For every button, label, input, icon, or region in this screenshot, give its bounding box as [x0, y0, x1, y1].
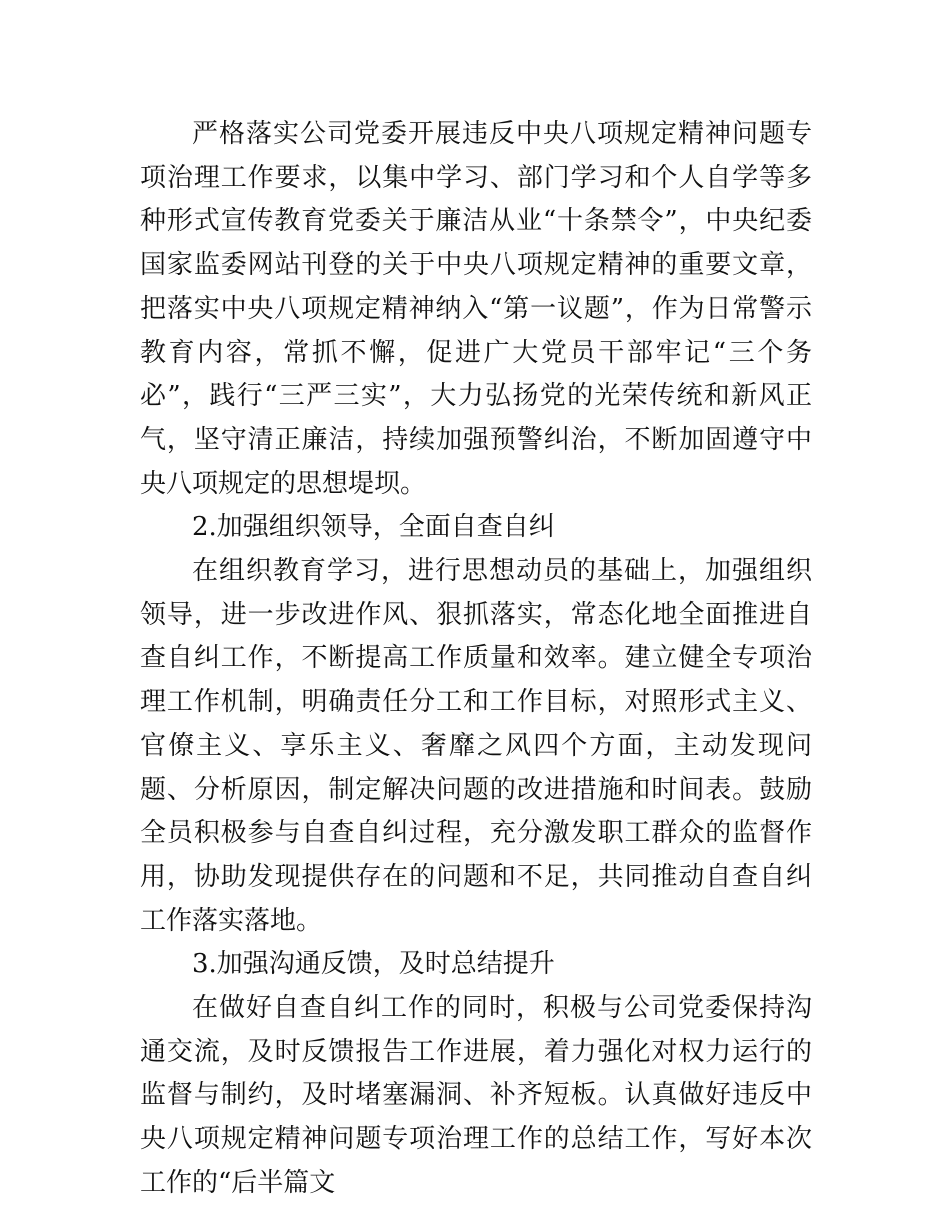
- paragraph-communication-feedback: 在做好自查自纠工作的同时，积极与公司党委保持沟通交流，及时反馈报告工作进展，着力强化对权力运行的监督与制约，及时堵塞漏洞、补齐短板。认真做好违反中央八项规定精神问题专项治理工作的总结工作，写好本次工作的“后半篇文: [140, 993, 812, 1198]
- paragraph-discipline-education: 严格落实公司党委开展违反中央八项规定精神问题专项治理工作要求，以集中学习、部门学习和个人自学等多种形式宣传教育党委关于廉洁从业“十条禁令”，中央纪委国家监委网站刊登的关于中央八项规定精神的重要文章，把落实中央八项规定精神纳入“第一议题”，作为日常警示教育内容，常抓不懈，促进广大党员干部牢记“三个务必”，践行“三严三实”，大力弘扬党的光荣传统和新风正气，坚守清正廉洁，持续加强预警纠治，不断加固遵守中央八项规定的思想堤坝。: [140, 119, 812, 499]
- paragraph-self-inspection: 在组织教育学习，进行思想动员的基础上，加强组织领导，进一步改进作风、狠抓落实，常态化地全面推进自查自纠工作，不断提高工作质量和效率。建立健全专项治理工作机制，明确责任分工和工作目标，对照形式主义、官僚主义、享乐主义、奢靡之风四个方面，主动发现问题、分析原因，制定解决问题的改进措施和时间表。鼓励全员积极参与自查自纠过程，充分激发职工群众的监督作用，协助发现提供存在的问题和不足，共同推动自查自纠工作落实落地。: [140, 556, 812, 936]
- document-body: [140, 113, 812, 1206]
- section-heading-2: 2.加强组织领导，全面自查自纠: [192, 512, 555, 543]
- section-heading-3: 3.加强沟通反馈，及时总结提升: [192, 949, 555, 980]
